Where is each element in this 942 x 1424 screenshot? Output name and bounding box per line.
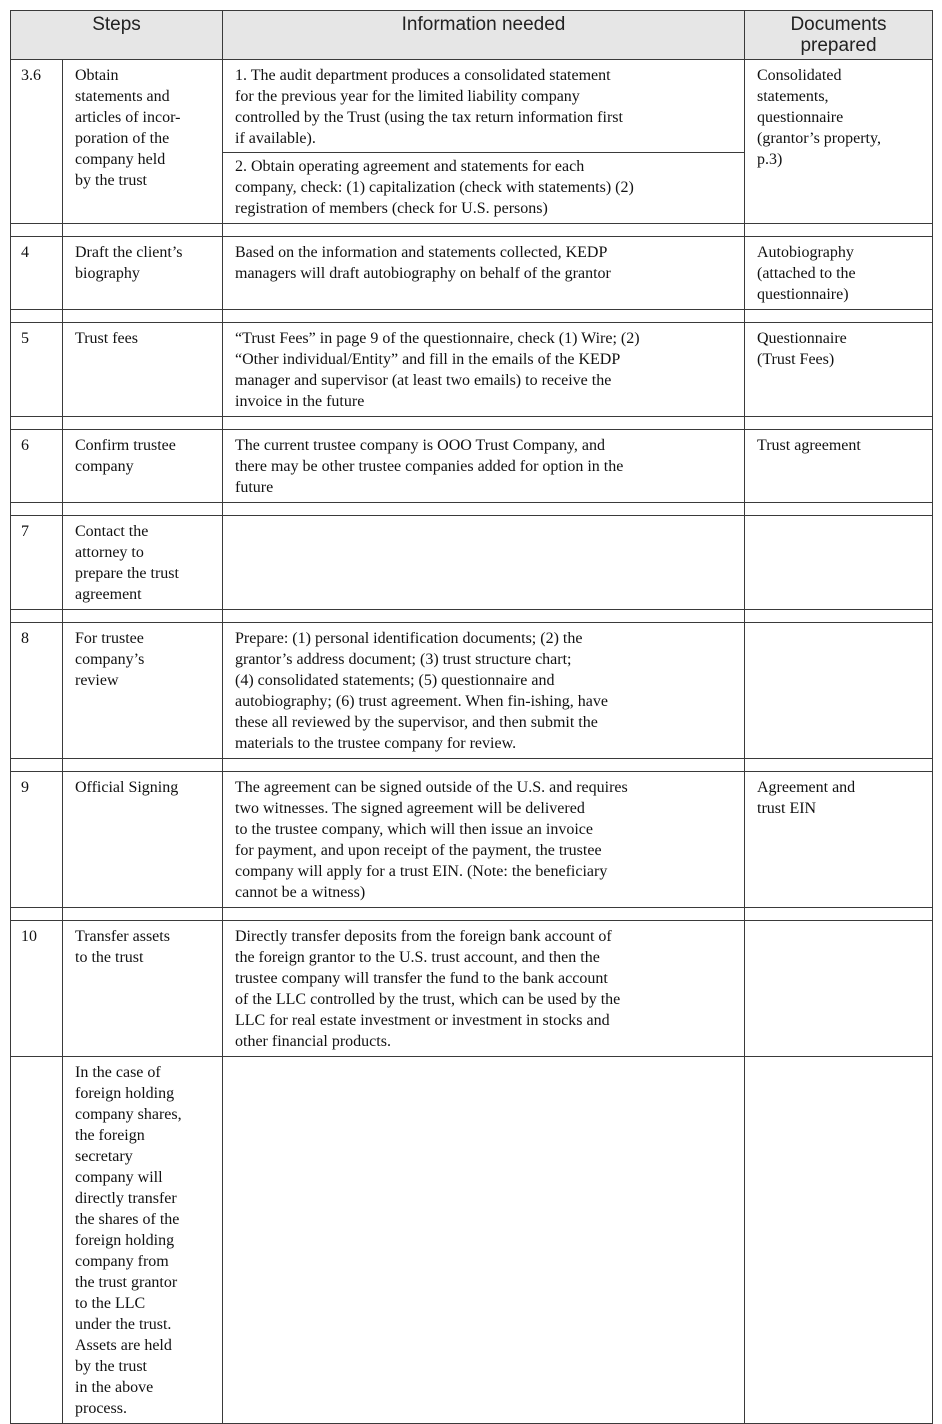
step-number: 5	[11, 323, 63, 417]
info-item-2: 2. Obtain operating agreement and statements for each company, check: (1) capitalization (check with statements) (2) registration of members (check for U.S. persons)	[235, 158, 634, 217]
table-row	[11, 623, 933, 759]
step-number: 10	[11, 921, 63, 1057]
info-cell: “Trust Fees” in page 9 of the questionnaire, check (1) Wire; (2) “Other individual/Entity” and fill in the emails of the KEDP manager and supervisor (at least two emails) to receive the invoice in the future	[223, 323, 745, 417]
table-row	[11, 516, 933, 610]
row-spacer	[11, 610, 933, 623]
header-steps: Steps	[11, 11, 223, 60]
row-spacer	[11, 224, 933, 237]
table-row	[11, 772, 933, 908]
step-name: In the case of foreign holding company shares, the foreign secretary company will directly transfer the shares of the foreign holding company from the trust grantor to the LLC under the trust. Assets are held by the trust in the above process.	[63, 1057, 223, 1424]
step-number: 7	[11, 516, 63, 610]
step-name: Obtain statements and articles of incor- poration of the company held by the trust	[63, 60, 223, 224]
step-name: Contact the attorney to prepare the trust agreement	[63, 516, 223, 610]
info-cell	[223, 1057, 745, 1424]
documents-prepared: Agreement and trust EIN	[745, 772, 933, 908]
table-row	[11, 237, 933, 310]
table-row	[11, 60, 933, 224]
info-cell	[223, 516, 745, 610]
documents-prepared	[745, 1057, 933, 1424]
table-row	[11, 323, 933, 417]
step-number: 8	[11, 623, 63, 759]
documents-prepared: Consolidated statements, questionnaire (grantor’s property, p.3)	[745, 60, 933, 224]
header-row	[11, 11, 933, 60]
row-spacer	[11, 759, 933, 772]
row-spacer	[11, 503, 933, 516]
step-name: Transfer assets to the trust	[63, 921, 223, 1057]
header-info: Information needed	[223, 11, 745, 60]
table-row	[11, 1057, 933, 1424]
step-name: Confirm trustee company	[63, 430, 223, 503]
documents-prepared	[745, 516, 933, 610]
documents-prepared: Autobiography (attached to the questionnaire)	[745, 237, 933, 310]
process-table	[10, 10, 933, 1424]
row-spacer	[11, 417, 933, 430]
header-docs: Documents prepared	[745, 11, 933, 60]
table-row	[11, 921, 933, 1057]
info-cell: Based on the information and statements collected, KEDP managers will draft autobiography on behalf of the grantor	[223, 237, 745, 310]
row-spacer	[11, 310, 933, 323]
step-number	[11, 1057, 63, 1424]
step-number: 9	[11, 772, 63, 908]
documents-prepared: Questionnaire (Trust Fees)	[745, 323, 933, 417]
documents-prepared	[745, 921, 933, 1057]
info-cell	[223, 60, 745, 224]
info-cell: The agreement can be signed outside of the U.S. and requires two witnesses. The signed agreement will be delivered to the trustee company, which will then issue an invoice for payment, and upon receipt of the payment, the trustee company will apply for a trust EIN. (Note: the beneficiary cannot be a witness)	[223, 772, 745, 908]
step-name: Trust fees	[63, 323, 223, 417]
step-number: 6	[11, 430, 63, 503]
info-cell: The current trustee company is OOO Trust Company, and there may be other trustee companies added for option in the future	[223, 430, 745, 503]
step-number: 4	[11, 237, 63, 310]
table-row	[11, 430, 933, 503]
step-name: Official Signing	[63, 772, 223, 908]
step-number: 3.6	[11, 60, 63, 224]
step-name: Draft the client’s biography	[63, 237, 223, 310]
step-name: For trustee company’s review	[63, 623, 223, 759]
documents-prepared	[745, 623, 933, 759]
documents-prepared: Trust agreement	[745, 430, 933, 503]
info-item-1: 1. The audit department produces a consolidated statement for the previous year for the limited liability company controlled by the Trust (using the tax return information first if available).	[223, 60, 744, 153]
info-cell: Prepare: (1) personal identification documents; (2) the grantor’s address document; (3) trust structure chart; (4) consolidated statements; (5) questionnaire and autobiography; (6) trust agreement. When fin-ishing, have these all reviewed by the supervisor, and then submit the materials to the trustee company for review.	[223, 623, 745, 759]
info-cell: Directly transfer deposits from the foreign bank account of the foreign grantor to the U.S. trust account, and then the trustee company will transfer the fund to the bank account of the LLC controlled by the trust, which can be used by the LLC for real estate investment or investment in stocks and other financial products.	[223, 921, 745, 1057]
row-spacer	[11, 908, 933, 921]
